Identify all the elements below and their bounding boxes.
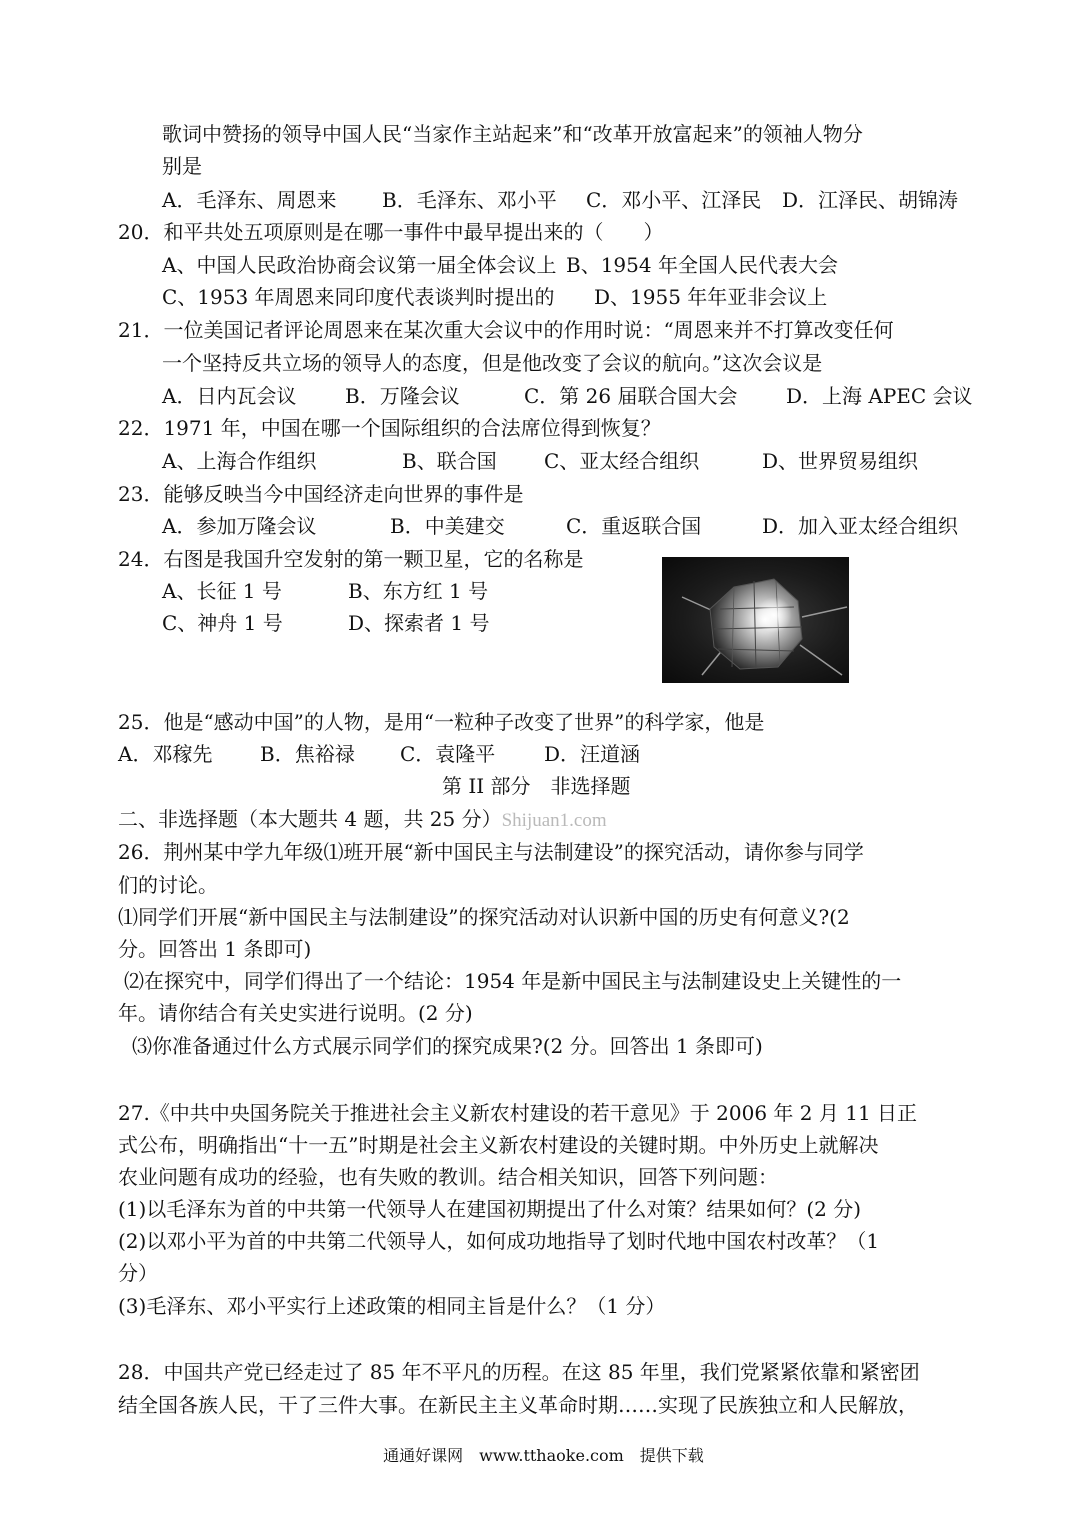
- q25-option-a: A．邓稼先: [118, 742, 213, 766]
- q26-line5: ⑵在探究中，同学们得出了一个结论：1954 年是新中国民主与法制建设史上关键性的一: [124, 969, 902, 993]
- q22-option-d: D、世界贸易组织: [762, 449, 919, 473]
- q24-option-a: A、长征 1 号: [162, 579, 282, 603]
- q23-option-a: A．参加万隆会议: [162, 514, 317, 538]
- q23-stem: 23．能够反映当今中国经济走向世界的事件是: [118, 482, 524, 506]
- q23-option-c: C．重返联合国: [566, 514, 702, 538]
- q19-option-a: A．毛泽东、周恩来: [162, 188, 337, 212]
- q26-line4: 分。回答出 1 条即可): [118, 937, 312, 961]
- q21-stem-line1: 21．一位美国记者评论周恩来在某次重大会议中的作用时说：“周恩来并不打算改变任何: [118, 318, 894, 342]
- q19-option-c: C．邓小平、江泽民: [586, 188, 762, 212]
- q28-line1: 28．中国共产党已经走过了 85 年不平凡的历程。在这 85 年里，我们党紧紧依靠和紧密团: [118, 1360, 920, 1384]
- q20-option-a: A、中国人民政治协商会议第一届全体会议上: [162, 253, 557, 277]
- satellite-illustration: [662, 557, 849, 683]
- q24-option-c: C、神舟 1 号: [162, 611, 283, 635]
- q28-line2: 结全国各族人民，干了三件大事。在新民主主义革命时期……实现了民族独立和人民解放，: [118, 1393, 918, 1417]
- q20-option-d: D、1955 年年亚非会议上: [594, 285, 828, 309]
- q21-option-d: D．上海 APEC 会议: [786, 384, 973, 408]
- q22-option-a: A、上海合作组织: [162, 449, 317, 473]
- q27-line5: (2)以邓小平为首的中共第二代领导人，如何成功地指导了划时代地中国农村改革？（1: [118, 1229, 880, 1253]
- q23-option-b: B．中美建交: [390, 514, 505, 538]
- q20-option-c: C、1953 年周恩来同印度代表谈判时提出的: [162, 285, 555, 309]
- q27-line3: 农业问题有成功的经验，也有失败的教训。结合相关知识，回答下列问题：: [118, 1165, 778, 1189]
- part2-heading: [118, 805, 607, 835]
- q25-option-c: C．袁隆平: [400, 742, 496, 766]
- q24-stem: 24．右图是我国升空发射的第一颗卫星，它的名称是: [118, 547, 584, 571]
- q24-option-d: D、探索者 1 号: [348, 611, 490, 635]
- q19-option-d: D．江泽民、胡锦涛: [782, 188, 959, 212]
- q27-line1: 27.《中共中央国务院关于推进社会主义新农村建设的若干意见》于 2006 年 2 月 11 日正: [118, 1101, 918, 1125]
- q27-line2: 式公布，明确指出“十一五”时期是社会主义新农村建设的关键时期。中外历史上就解决: [118, 1133, 879, 1157]
- q20-option-b: B、1954 年全国人民代表大会: [566, 253, 838, 277]
- q24-option-b: B、东方红 1 号: [348, 579, 489, 603]
- q22-stem: 22．1971 年，中国在哪一个国际组织的合法席位得到恢复？: [118, 416, 661, 440]
- part2-title: 第 II 部分 非选择题: [442, 774, 631, 798]
- q23-option-d: D．加入亚太经合组织: [762, 514, 959, 538]
- part2-heading-text: 二、非选择题（本大题共 4 题，共 25 分）: [118, 807, 502, 831]
- q27-line4: (1)以毛泽东为首的中共第一代领导人在建国初期提出了什么对策？结果如何？(2 分): [118, 1197, 862, 1221]
- q27-line7: (3)毛泽东、邓小平实行上述政策的相同主旨是什么？（1 分）: [118, 1294, 666, 1318]
- q22-option-c: C、亚太经合组织: [544, 449, 700, 473]
- page-footer: 通通好课网 www.tthaoke.com 提供下载: [383, 1446, 704, 1465]
- q19-text-line2: 别是: [162, 154, 202, 178]
- q26-line6: 年。请你结合有关史实进行说明。(2 分): [118, 1001, 473, 1025]
- satellite-photo: [662, 557, 849, 683]
- q25-stem: 25．他是“感动中国”的人物，是用“一粒种子改变了世界”的科学家，他是: [118, 710, 765, 734]
- q26-line2: 们的讨论。: [118, 873, 218, 897]
- q21-option-b: B．万隆会议: [345, 384, 460, 408]
- q21-stem-line2: 一个坚持反共立场的领导人的态度，但是他改变了会议的航向。”这次会议是: [162, 351, 823, 375]
- watermark-text: Shijuan1.com: [501, 810, 607, 831]
- q25-option-d: D．汪道涵: [544, 742, 641, 766]
- q20-stem: 20．和平共处五项原则是在哪一事件中最早提出来的（ ）: [118, 220, 664, 244]
- q21-option-a: A．日内瓦会议: [162, 384, 297, 408]
- q19-text-line1: 歌词中赞扬的领导中国人民“当家作主站起来”和“改革开放富起来”的领袖人物分: [162, 122, 863, 146]
- q25-option-b: B．焦裕禄: [260, 742, 355, 766]
- q27-line6: 分）: [118, 1261, 158, 1285]
- q21-option-c: C．第 26 届联合国大会: [524, 384, 738, 408]
- q22-option-b: B、联合国: [402, 449, 497, 473]
- q26-line1: 26．荆州某中学九年级⑴班开展“新中国民主与法制建设”的探究活动，请你参与同学: [118, 840, 864, 864]
- q19-option-b: B．毛泽东、邓小平: [382, 188, 557, 212]
- q26-line3: ⑴同学们开展“新中国民主与法制建设”的探究活动对认识新中国的历史有何意义?(2: [118, 905, 850, 929]
- q26-line7: ⑶你准备通过什么方式展示同学们的探究成果?(2 分。回答出 1 条即可): [132, 1034, 763, 1058]
